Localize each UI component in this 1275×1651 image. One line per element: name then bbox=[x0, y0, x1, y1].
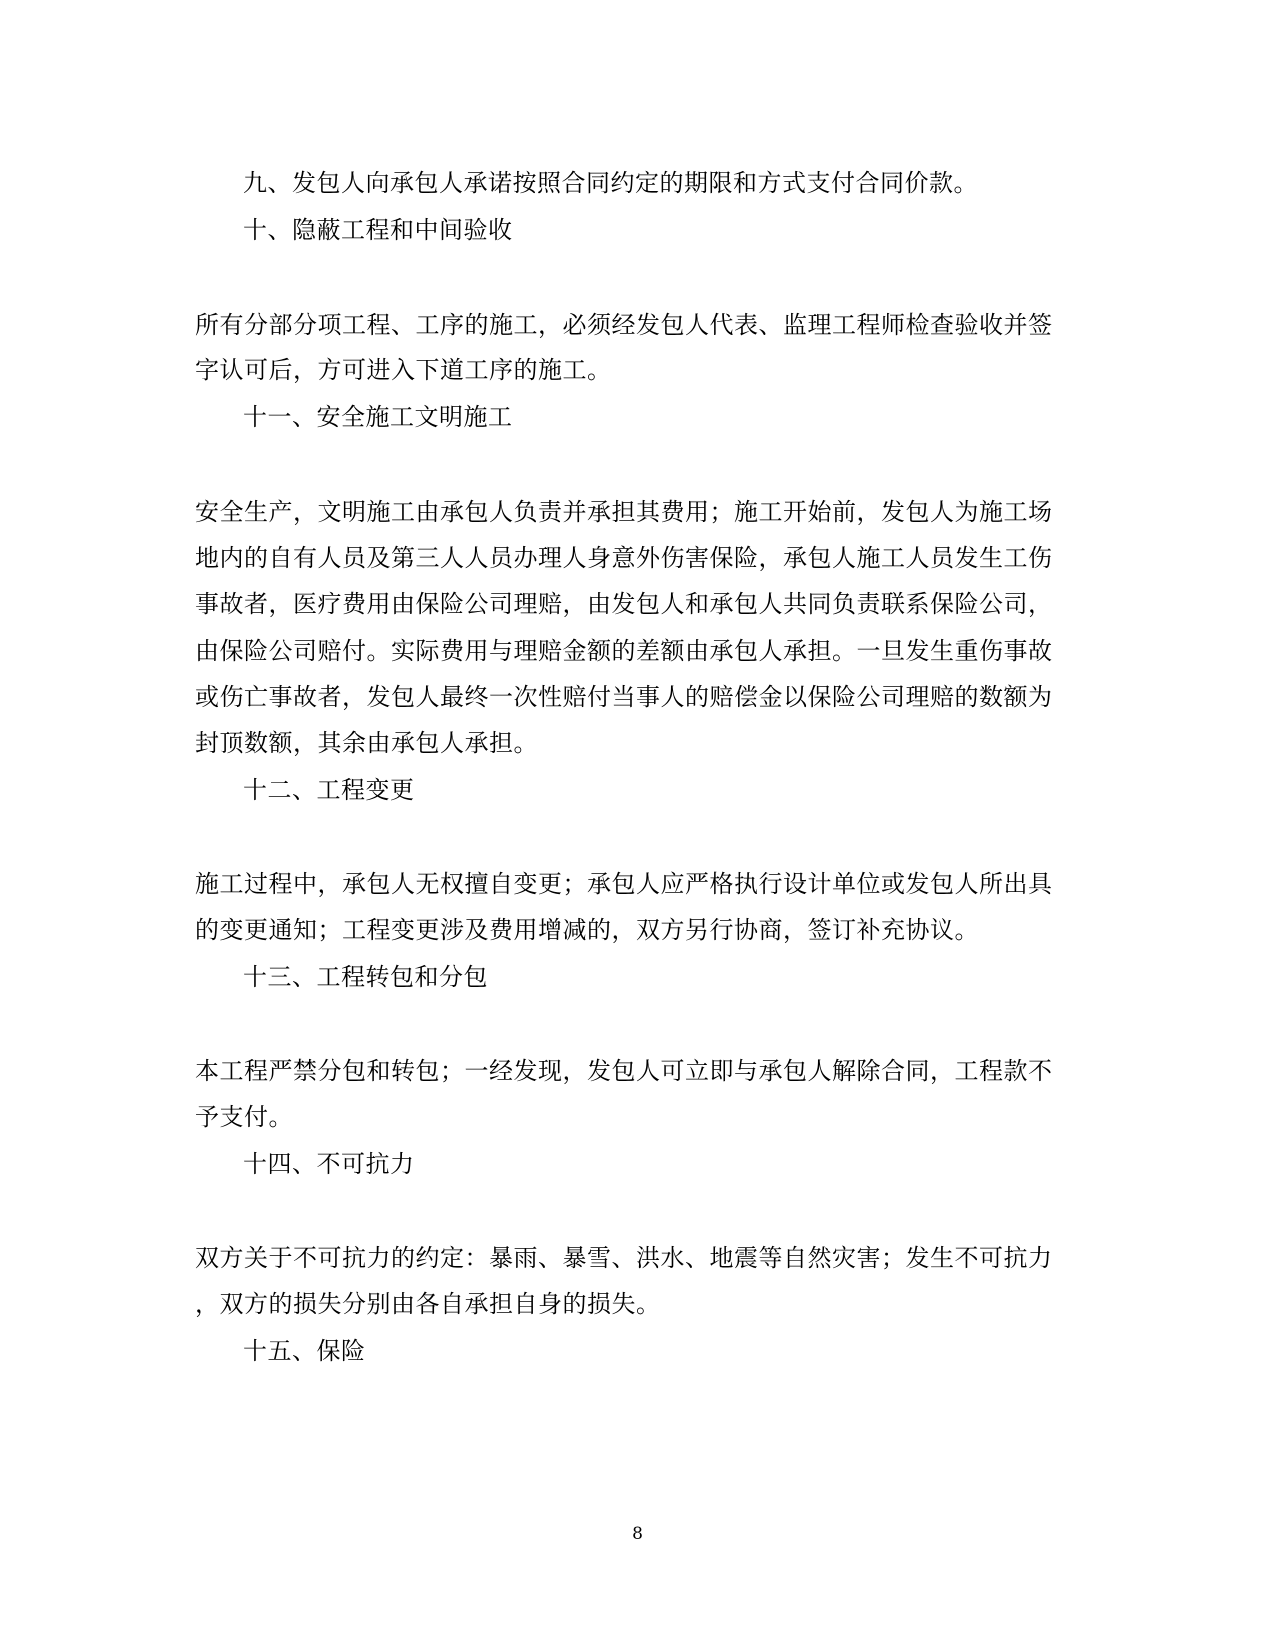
clause-11-body-line-5: 或伤亡事故者，发包人最终一次性赔付当事人的赔偿金以保险公司理赔的数额为 bbox=[195, 683, 1053, 711]
page-number: 8 bbox=[632, 1524, 643, 1544]
clause-14-heading: 十四、不可抗力 bbox=[243, 1150, 415, 1178]
clause-11-body-line-3: 事故者，医疗费用由保险公司理赔，由发包人和承包人共同负责联系保险公司， bbox=[195, 590, 1053, 618]
clause-11-body-line-1: 安全生产，文明施工由承包人负责并承担其费用；施工开始前，发包人为施工场 bbox=[195, 498, 1053, 526]
clause-13-heading: 十三、工程转包和分包 bbox=[243, 963, 488, 991]
clause-11-heading: 十一、安全施工文明施工 bbox=[243, 403, 513, 431]
clause-13-body-line-2: 予支付。 bbox=[195, 1103, 293, 1131]
clause-10-heading: 十、隐蔽工程和中间验收 bbox=[243, 216, 513, 244]
clause-11-body-line-4: 由保险公司赔付。实际费用与理赔金额的差额由承包人承担。一旦发生重伤事故 bbox=[195, 637, 1053, 665]
clause-14-body-line-1: 双方关于不可抗力的约定：暴雨、暴雪、洪水、地震等自然灾害；发生不可抗力 bbox=[195, 1244, 1053, 1272]
clause-9-text: 九、发包人向承包人承诺按照合同约定的期限和方式支付合同价款。 bbox=[243, 169, 978, 197]
clause-11-body-line-2: 地内的自有人员及第三人人员办理人身意外伤害保险，承包人施工人员发生工伤 bbox=[195, 544, 1053, 572]
clause-11-body-line-6: 封顶数额，其余由承包人承担。 bbox=[195, 729, 538, 757]
clause-15-heading: 十五、保险 bbox=[243, 1337, 366, 1365]
clause-14-body-line-2: ，双方的损失分别由各自承担自身的损失。 bbox=[195, 1290, 661, 1318]
clause-12-body-line-1: 施工过程中，承包人无权擅自变更；承包人应严格执行设计单位或发包人所出具 bbox=[195, 870, 1053, 898]
clause-13-body-line-1: 本工程严禁分包和转包；一经发现，发包人可立即与承包人解除合同，工程款不 bbox=[195, 1057, 1053, 1085]
clause-10-body-line-1: 所有分部分项工程、工序的施工，必须经发包人代表、监理工程师检查验收并签 bbox=[195, 311, 1053, 339]
clause-12-body-line-2: 的变更通知；工程变更涉及费用增减的，双方另行协商，签订补充协议。 bbox=[195, 916, 979, 944]
clause-10-body-line-2: 字认可后，方可进入下道工序的施工。 bbox=[195, 356, 612, 384]
clause-12-heading: 十二、工程变更 bbox=[243, 776, 415, 804]
